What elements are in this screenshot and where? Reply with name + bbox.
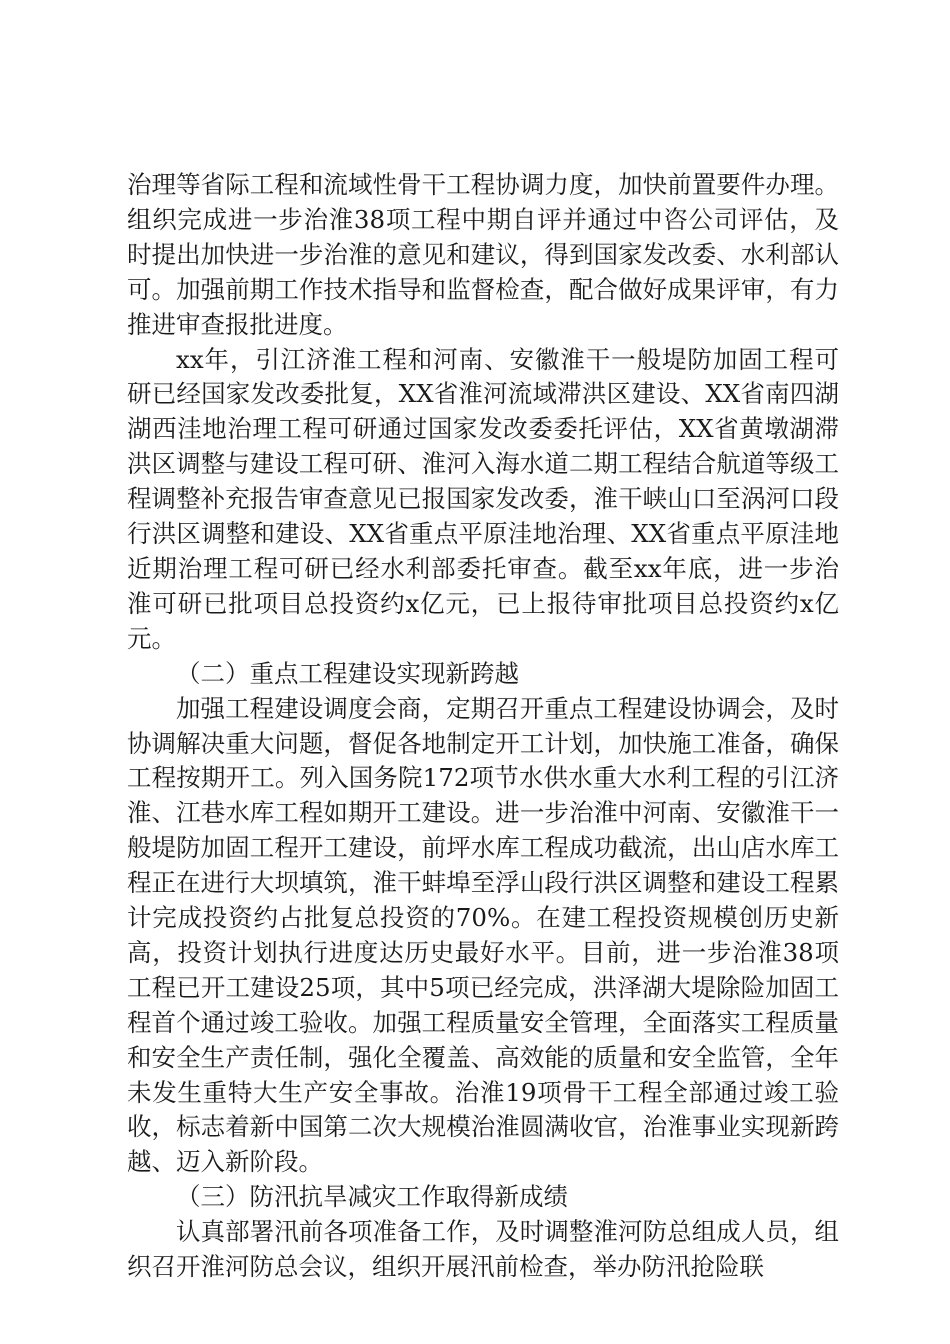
body-paragraph: xx年，引江济淮工程和河南、安徽淮干一般堤防加固工程可研已经国家发改委批复，XX省淮河流域滞洪区建设、XX省南四湖湖西洼地治理工程可研通过国家发改委委托评估，XX省黄墩湖滞洪区调整与建设工程可研、淮河入海水道二期工程结合航道等级工程调整补充报告审查意见已报国家发改委，淮干峡山口至涡河口段行洪区调整和建设、XX省重点平原洼地治理、XX省重点平原洼地近期治理工程可研已经水利部委托审查。截至xx年底，进一步治淮可研已批项目总投资约x亿元，已上报待审批项目总投资约x亿元。 <box>127 344 839 653</box>
section-heading: （二）重点工程建设实现新跨越 <box>176 658 519 688</box>
body-paragraph: 加强工程建设调度会商，定期召开重点工程建设协调会，及时协调解决重大问题，督促各地制定开工计划，加快施工准备，确保工程按期开工。列入国务院172项节水供水重大水利工程的引江济淮、江巷水库工程如期开工建设。进一步治淮中河南、安徽淮干一般堤防加固工程开工建设，前坪水库工程成功截流，出山店水库工程正在进行大坝填筑，淮干蚌埠至浮山段行洪区调整和建设工程累计完成投资约占批复总投资的70%。在建工程投资规模创历史新高，投资计划执行进度达历史最好水平。目前，进一步治淮38项工程已开工建设25项，其中5项已经完成，洪泽湖大堤除险加固工程首个通过竣工验收。加强工程质量安全管理，全面落实工程质量和安全生产责任制，强化全覆盖、高效能的质量和安全监管，全年未发生重特大生产安全事故。治淮19项骨干工程全部通过竣工验收，标志着新中国第二次大规模治淮圆满收官，治淮事业实现新跨越、迈入新阶段。 <box>127 693 839 1177</box>
body-paragraph: 治理等省际工程和流域性骨干工程协调力度，加快前置要件办理。组织完成进一步治淮38项工程中期自评并通过中咨公司评估，及时提出加快进一步治淮的意见和建议，得到国家发改委、水利部认可。加强前期工作技术指导和监督检查，配合做好成果评审，有力推进审查报批进度。 <box>127 170 839 339</box>
section-heading: （三）防汛抗旱减灾工作取得新成绩 <box>176 1182 568 1212</box>
body-paragraph: 认真部署汛前各项准备工作，及时调整淮河防总组成人员，组织召开淮河防总会议，组织开展汛前检查，举办防汛抢险联 <box>127 1217 839 1282</box>
document-page <box>127 168 839 1285</box>
